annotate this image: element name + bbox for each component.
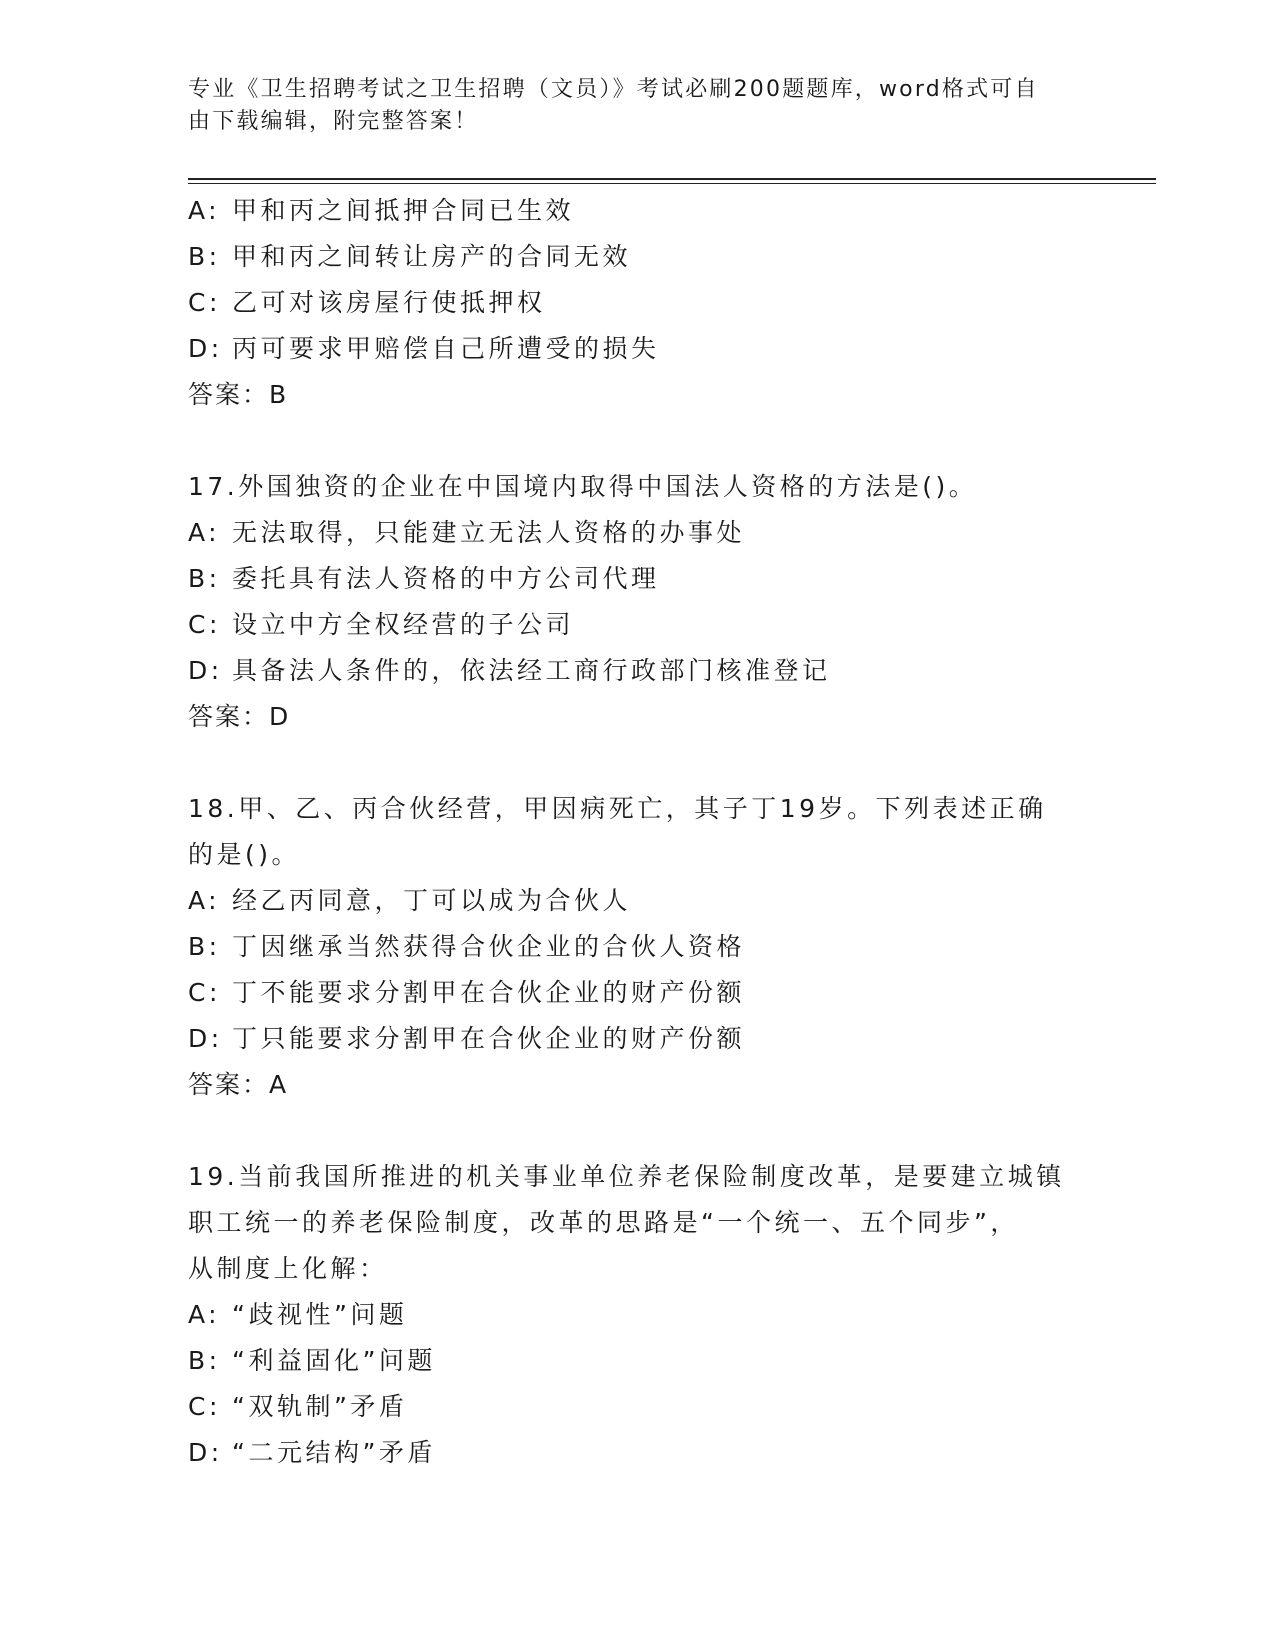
answer-line: 答案：D (188, 702, 291, 731)
option-c (188, 602, 1088, 648)
question-18 (188, 786, 1088, 1108)
option-d (188, 648, 1088, 694)
question-16 (188, 188, 1088, 418)
option-d (188, 326, 1088, 372)
option-text: “二元结构”矛盾 (232, 1438, 436, 1467)
header-divider-thin (188, 183, 1156, 184)
option-text: “双轨制”矛盾 (232, 1392, 408, 1421)
option-letter: D: (188, 656, 223, 685)
option-text: 甲和丙之间抵押合同已生效 (232, 196, 575, 225)
spacer (188, 418, 1088, 464)
option-text: 委托具有法人资格的中方公司代理 (232, 564, 660, 593)
question-list (188, 188, 1088, 1476)
header-line-1: 专业《卫生招聘考试之卫生招聘（文员）》考试必刷200题题库，word格式可自 (188, 77, 1039, 102)
option-letter: D: (188, 334, 223, 363)
document-header (188, 74, 1088, 138)
option-letter: C: (188, 1392, 221, 1421)
question-stem: 17.外国独资的企业在中国境内取得中国法人资格的方法是()。 (188, 472, 978, 501)
spacer (188, 1108, 1088, 1154)
option-c (188, 1384, 1088, 1430)
question-17 (188, 464, 1088, 740)
option-letter: A: (188, 1300, 221, 1329)
option-letter: B: (188, 1346, 221, 1375)
option-b (188, 1338, 1088, 1384)
option-text: 甲和丙之间转让房产的合同无效 (232, 242, 632, 271)
option-letter: C: (188, 288, 221, 317)
option-letter: B: (188, 242, 221, 271)
question-19 (188, 1154, 1088, 1476)
option-d (188, 1430, 1088, 1476)
option-text: 丁不能要求分割甲在合伙企业的财产份额 (232, 978, 746, 1007)
option-b (188, 556, 1088, 602)
option-letter: D: (188, 1024, 223, 1053)
option-letter: B: (188, 564, 221, 593)
option-letter: A: (188, 518, 221, 547)
option-text: “利益固化”问题 (232, 1346, 436, 1375)
question-stem-line-2: 的是()。 (188, 840, 301, 869)
option-a (188, 1292, 1088, 1338)
option-b (188, 924, 1088, 970)
option-a (188, 188, 1088, 234)
option-text: 丁因继承当然获得合伙企业的合伙人资格 (232, 932, 746, 961)
option-text: 无法取得，只能建立无法人资格的办事处 (232, 518, 746, 547)
option-d (188, 1016, 1088, 1062)
option-c (188, 280, 1088, 326)
option-letter: A: (188, 196, 221, 225)
option-b (188, 234, 1088, 280)
question-stem-line-2: 职工统一的养老保险制度，改革的思路是“一个统一、五个同步”， (188, 1208, 1019, 1237)
header-line-2: 由下载编辑，附完整答案！ (188, 109, 479, 134)
option-letter: C: (188, 610, 221, 639)
option-letter: C: (188, 978, 221, 1007)
option-letter: D: (188, 1438, 223, 1467)
option-text: 经乙丙同意，丁可以成为合伙人 (232, 886, 632, 915)
option-text: 丁只能要求分割甲在合伙企业的财产份额 (232, 1024, 746, 1053)
option-text: 乙可对该房屋行使抵押权 (232, 288, 546, 317)
option-text: 丙可要求甲赔偿自己所遭受的损失 (232, 334, 660, 363)
answer-line: 答案：B (188, 380, 289, 409)
option-letter: A: (188, 886, 221, 915)
answer-line: 答案：A (188, 1070, 289, 1099)
option-c (188, 970, 1088, 1016)
header-divider-thick (188, 178, 1156, 180)
option-a (188, 510, 1088, 556)
spacer (188, 740, 1088, 786)
option-letter: B: (188, 932, 221, 961)
option-a (188, 878, 1088, 924)
option-text: “歧视性”问题 (232, 1300, 408, 1329)
question-stem-line-3: 从制度上化解： (188, 1254, 388, 1283)
option-text: 设立中方全权经营的子公司 (232, 610, 575, 639)
question-stem-line-1: 18.甲、乙、丙合伙经营，甲因病死亡，其子丁19岁。下列表述正确 (188, 794, 1047, 823)
option-text: 具备法人条件的，依法经工商行政部门核准登记 (232, 656, 831, 685)
question-stem-line-1: 19.当前我国所推进的机关事业单位养老保险制度改革，是要建立城镇 (188, 1162, 1065, 1191)
